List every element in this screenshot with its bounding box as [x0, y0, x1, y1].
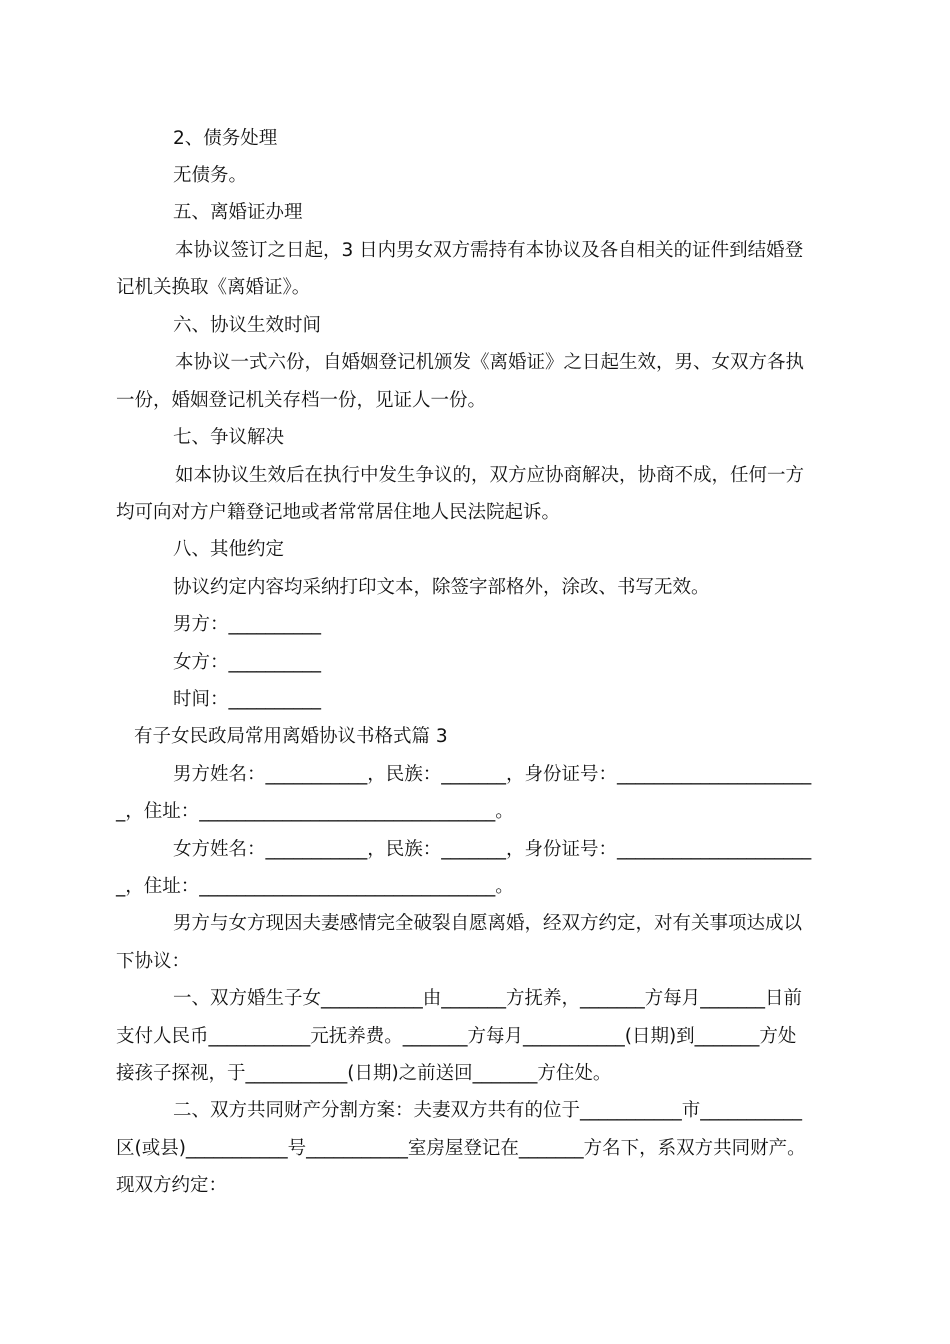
form-line-female-address: _，住址：________________________________。 — [116, 876, 514, 897]
form-line-male-info: 男方姓名：___________，民族：_______，身份证号：_____________________ — [173, 764, 812, 785]
section-heading: 2、债务处理 — [173, 128, 278, 149]
signature-line-date: 时间：__________ — [173, 689, 322, 710]
paragraph: 下协议： — [116, 951, 191, 972]
paragraph: 本协议签订之日起，3 日内男女双方需持有本协议及各自相关的证件到结婚登 — [175, 240, 804, 261]
paragraph: 无债务。 — [173, 165, 248, 186]
clause-property: 区(或县)___________号___________室房屋登记在_______方名下，系双方共同财产。 — [116, 1138, 806, 1159]
clause-property: 二、双方共同财产分割方案：夫妻双方共有的位于___________市___________ — [173, 1100, 803, 1121]
signature-line-female: 女方：__________ — [173, 652, 322, 673]
paragraph: 男方与女方现因夫妻感情完全破裂自愿离婚，经双方约定，对有关事项达成以 — [173, 913, 803, 934]
article-title: 有子女民政局常用离婚协议书格式篇 3 — [134, 726, 448, 747]
form-line-female-info: 女方姓名：___________，民族：_______，身份证号：_____________________ — [173, 839, 812, 860]
section-heading: 八、其他约定 — [173, 539, 285, 560]
paragraph: 本协议一式六份，自婚姻登记机颁发《离婚证》之日起生效，男、女双方各执 — [175, 352, 805, 373]
section-heading: 五、离婚证办理 — [173, 202, 303, 223]
clause-property: 现双方约定： — [116, 1175, 228, 1196]
paragraph: 记机关换取《离婚证》。 — [116, 277, 311, 298]
paragraph: 均可向对方户籍登记地或者常常居住地人民法院起诉。 — [116, 502, 561, 523]
form-line-male-address: _，住址：________________________________。 — [116, 801, 514, 822]
clause-child-custody: 一、双方婚生子女___________由_______方抚养，_______方每月_______日前 — [173, 988, 803, 1009]
paragraph: 协议约定内容均采纳打印文本，除签字部格外，涂改、书写无效。 — [173, 577, 710, 598]
signature-line-male: 男方：__________ — [173, 614, 322, 635]
section-heading: 七、争议解决 — [173, 427, 285, 448]
paragraph: 一份，婚姻登记机关存档一份，见证人一份。 — [116, 390, 487, 411]
clause-child-custody: 支付人民币___________元抚养费。_______方每月___________(日期)到_______方处 — [116, 1026, 797, 1047]
clause-child-custody: 接孩子探视，于___________(日期)之前送回_______方住处。 — [116, 1063, 612, 1084]
paragraph: 如本协议生效后在执行中发生争议的，双方应协商解决，协商不成，任何一方 — [175, 465, 805, 486]
section-heading: 六、协议生效时间 — [173, 315, 322, 336]
